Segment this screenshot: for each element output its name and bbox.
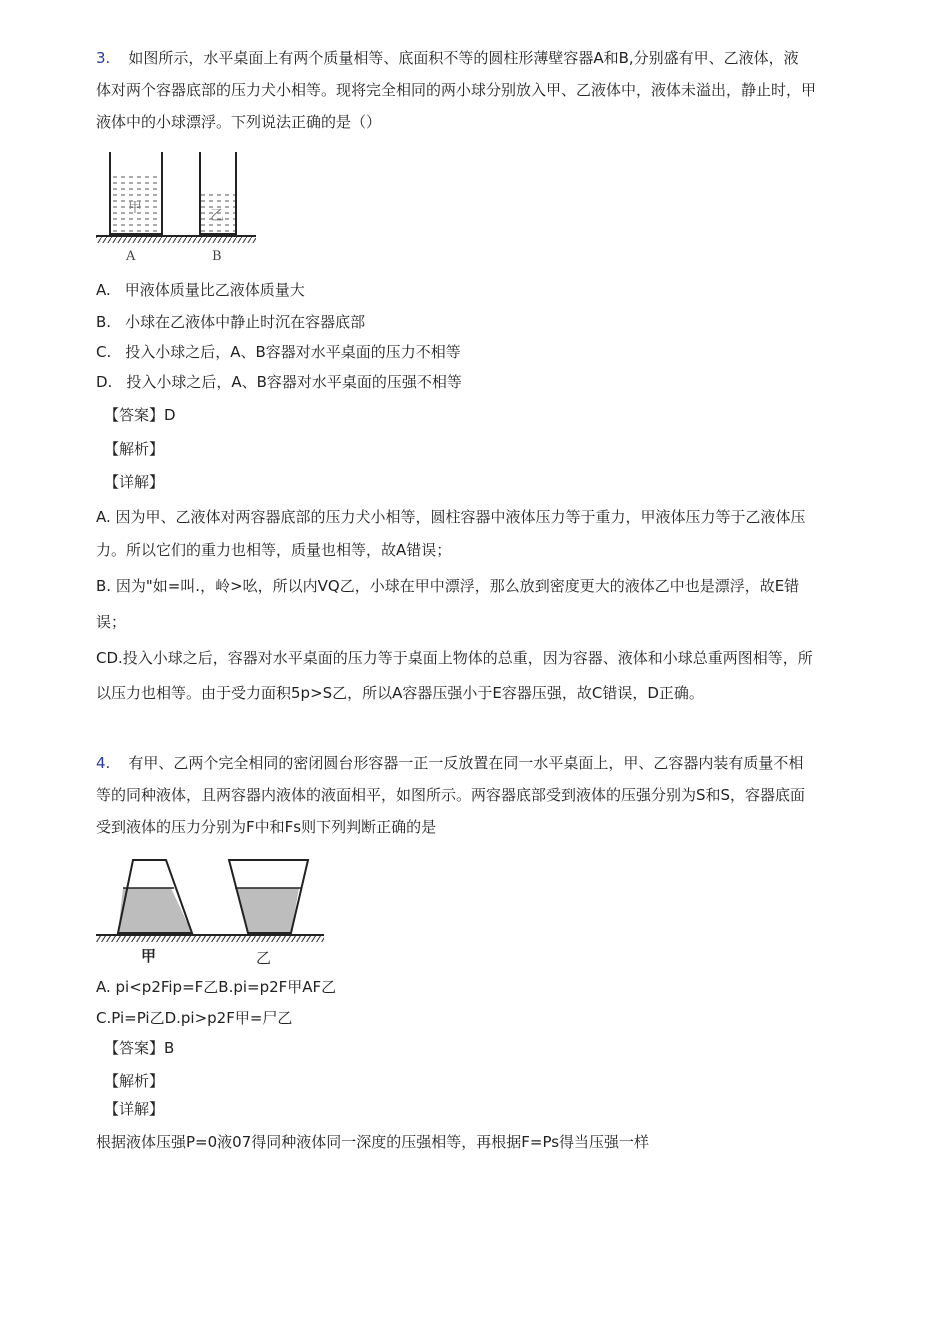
q3-option-a: A. 甲液体质量比乙液体质量大	[96, 281, 305, 299]
q3-ground-hatch	[96, 237, 256, 243]
q4-ground-hatch	[96, 936, 324, 942]
q4-label-yi: 乙	[256, 949, 272, 967]
q3-detail-heading: 【详解】	[104, 473, 165, 491]
q3-container-a-label: A	[126, 249, 136, 264]
q3-stem-line-2: 体对两个容器底部的压力犬小相等。现将完全相同的两小球分别放入甲、乙液体中，液体未溢出，静止时，甲	[96, 81, 817, 99]
q3-option-d: D. 投入小球之后，A、B容器对水平桌面的压强不相等	[96, 373, 462, 391]
q4-detail-heading: 【详解】	[104, 1100, 165, 1118]
q4-figure-frustums	[96, 855, 328, 974]
q3-explain-b-line-1: B. 因为"如=叫.，岭>吆，所以内VQ乙，小球在甲中漂浮，那么放到密度更大的液体乙中也是漂浮，故E错	[96, 577, 800, 595]
q4-explain-line-1: 根据液体压强P=0液07得同种液体同一深度的压强相等，再根据F=Ps得当压强一样	[96, 1133, 650, 1151]
q3-container-b-label: B	[212, 249, 222, 264]
q3-analysis-heading: 【解析】	[104, 440, 165, 458]
q4-number: 4.	[96, 754, 111, 772]
q4-options-line-1: A. pi<p2Fip=F乙B.pi=p2F甲AF乙	[96, 978, 337, 996]
q4-answer: 【答案】B	[104, 1039, 175, 1057]
q3-explain-a-line-1: A. 因为甲、乙液体对两容器底部的压力犬小相等，圆柱容器中液体压力等于重力，甲液体压力等于乙液体压	[96, 508, 806, 526]
q3-figure-cylinders	[96, 150, 261, 269]
q3-explain-cd-line-2: 以压力也相等。由于受力面积5p>S乙，所以A容器压强小于E容器压强，故C错误，D正确。	[96, 684, 704, 702]
q4-stem-line-1: 4. 有甲、乙两个完全相同的密闭圆台形容器一正一反放置在同一水平桌面上，甲、乙容器内装有质量不相	[96, 754, 804, 772]
q3-label-yi: 乙	[210, 208, 224, 224]
q3-explain-a-line-2: 力。所以它们的重力也相等，质量也相等，故A错误；	[96, 541, 452, 559]
q3-stem-line-3: 液体中的小球漂浮。下列说法正确的是（）	[96, 113, 382, 131]
q4-stem-line-3: 受到液体的压力分别为F中和Fs则下列判断正确的是	[96, 818, 437, 836]
q4-liquid-jia	[118, 888, 192, 933]
q4-analysis-heading: 【解析】	[104, 1072, 165, 1090]
q3-option-b: B. 小球在乙液体中静止时沉在容器底部	[96, 313, 366, 331]
q3-number: 3.	[96, 49, 111, 67]
q4-label-jia: 甲	[141, 947, 157, 965]
q4-stem-line-2: 等的同种液体，且两容器内液体的液面相平，如图所示。两容器底部受到液体的压强分别为S和S，容器底面	[96, 786, 806, 804]
q3-explain-cd-line-1: CD.投入小球之后，容器对水平桌面的压力等于桌面上物体的总重，因为容器、液体和小球总重两图相等，所	[96, 649, 813, 667]
q3-option-c: C. 投入小球之后，A、B容器对水平桌面的压力不相等	[96, 343, 461, 361]
q3-stem-line-1: 3. 如图所示，水平桌面上有两个质量相等、底面积不等的圆柱形薄壁容器A和B,分别盛有甲、乙液体，液	[96, 49, 799, 67]
q3-explain-b-line-2: 误；	[96, 613, 127, 631]
q3-label-jia: 甲	[128, 200, 142, 216]
q4-options-line-2: C.Pi=Pi乙D.pi>p2F甲=尸乙	[96, 1009, 293, 1027]
q3-answer: 【答案】D	[104, 406, 176, 424]
